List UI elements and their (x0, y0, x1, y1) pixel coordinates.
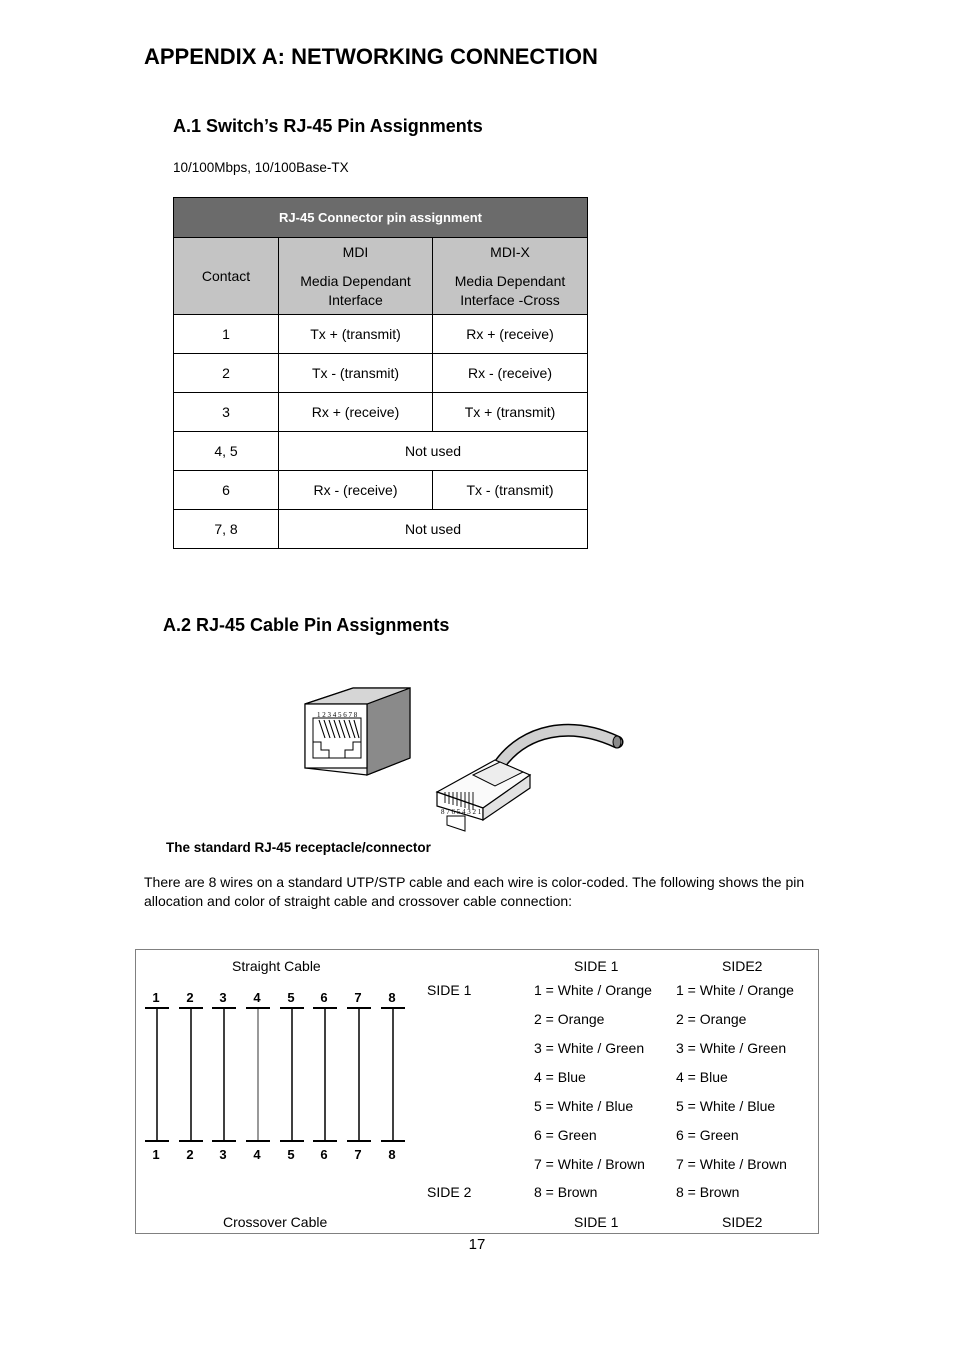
pin-number-bottom: 3 (219, 1147, 227, 1162)
side1-color-item: 1 = White / Orange (534, 982, 652, 998)
table-row (174, 315, 588, 354)
cell-mdi: Rx - (receive) (279, 471, 433, 510)
table-row (174, 393, 588, 432)
pin-assignment-table (173, 197, 588, 549)
rj45-receptacle (305, 688, 410, 775)
rj45-plug (437, 730, 621, 831)
footer-side1-label: SIDE 1 (574, 1214, 619, 1230)
header-mdi (279, 238, 433, 315)
pin-number-top: 8 (388, 990, 396, 1005)
header-mdix-label: MDI-X (490, 243, 530, 260)
side2-color-item: 8 = Brown (676, 1184, 740, 1200)
header-mdi-desc-1: Media Dependant (300, 272, 411, 289)
pin-number-top: 7 (354, 990, 362, 1005)
page-title: APPENDIX A: NETWORKING CONNECTION (144, 44, 598, 69)
cell-mdi: Tx - (transmit) (279, 354, 433, 393)
side2-color-item: 3 = White / Green (676, 1040, 787, 1056)
pin-number-bottom: 1 (152, 1147, 160, 1162)
header-mdi-desc-2: Interface (328, 291, 383, 308)
cell-mdix: Rx + (receive) (433, 315, 588, 354)
cell-mdix: Tx + (transmit) (433, 393, 588, 432)
header-mdix-desc-2: Interface -Cross (460, 291, 560, 308)
side2-color-item: 4 = Blue (676, 1069, 728, 1085)
cell-mdix: Tx - (transmit) (433, 471, 588, 510)
side2-color-item: 1 = White / Orange (676, 982, 794, 998)
pin-number-top: 2 (186, 990, 194, 1005)
pin-number-top: 4 (253, 990, 261, 1005)
pin-number-top: 6 (320, 990, 328, 1005)
pin-number-bottom: 8 (388, 1147, 396, 1162)
side2-color-item: 6 = Green (676, 1127, 739, 1143)
header-mdi-label: MDI (342, 243, 369, 260)
side1-color-item: 7 = White / Brown (534, 1156, 645, 1172)
footer-side2-label: SIDE2 (722, 1214, 763, 1230)
side1-color-item: 5 = White / Blue (534, 1098, 634, 1114)
cell-mdi: Tx + (transmit) (279, 315, 433, 354)
side2-color-item: 7 = White / Brown (676, 1156, 787, 1172)
pin-number-bottom: 6 (320, 1147, 328, 1162)
plug-pin-numbers: 8 7 6 5 4 3 2 1 (441, 808, 482, 816)
cell-not-used: Not used (279, 510, 588, 549)
pin-number-top: 5 (287, 990, 295, 1005)
cell-mdi: Rx + (receive) (279, 393, 433, 432)
column-side2-header: SIDE2 (722, 958, 763, 974)
side1-color-item: 2 = Orange (534, 1011, 605, 1027)
cell-contact: 4, 5 (174, 432, 279, 471)
header-mdix (433, 238, 588, 315)
header-mdix-desc-1: Media Dependant (454, 272, 566, 289)
table-row (174, 354, 588, 393)
side1-color-item: 6 = Green (534, 1127, 597, 1143)
table-row (174, 471, 588, 510)
pin-number-bottom: 2 (186, 1147, 194, 1162)
header-contact: Contact (174, 238, 279, 315)
cell-contact: 7, 8 (174, 510, 279, 549)
table-row (174, 510, 588, 549)
side1-color-item: 3 = White / Green (534, 1040, 645, 1056)
table-caption: RJ-45 Connector pin assignment (174, 198, 588, 238)
page-number: 17 (468, 1236, 486, 1253)
side2-row-label: SIDE 2 (427, 1184, 472, 1200)
cell-contact: 6 (174, 471, 279, 510)
pin-number-bottom: 5 (287, 1147, 295, 1162)
table-row (174, 432, 588, 471)
table-header-row (174, 238, 588, 315)
cell-contact: 3 (174, 393, 279, 432)
crossover-cable-label: Crossover Cable (223, 1214, 328, 1230)
cell-not-used: Not used (279, 432, 588, 471)
receptacle-pin-numbers: 1 2 3 4 5 6 7 8 (317, 711, 358, 719)
side2-color-item: 2 = Orange (676, 1011, 747, 1027)
figure-caption: The standard RJ-45 receptacle/connector (166, 840, 431, 855)
pin-number-bottom: 7 (354, 1147, 362, 1162)
cell-mdix: Rx - (receive) (433, 354, 588, 393)
side1-row-label: SIDE 1 (427, 982, 472, 998)
pin-number-top: 3 (219, 990, 227, 1005)
column-side1-header: SIDE 1 (574, 958, 619, 974)
cable-paragraph: There are 8 wires on a standard UTP/STP cable and each wire is color-coded. The following shows the pin allocation and color of straight cable and crossover cable connection: (144, 874, 805, 909)
side1-color-item: 4 = Blue (534, 1069, 586, 1085)
pin-number-bottom: 4 (253, 1147, 261, 1162)
rj45-illustration (295, 680, 630, 835)
section-heading-cable-pin-assignments: A.2 RJ-45 Cable Pin Assignments (163, 615, 450, 635)
side1-color-item: 8 = Brown (534, 1184, 598, 1200)
cell-contact: 1 (174, 315, 279, 354)
pin-number-top: 1 (152, 990, 160, 1005)
cell-contact: 2 (174, 354, 279, 393)
section-heading-pin-assignments: A.1 Switch’s RJ-45 Pin Assignments (173, 116, 483, 136)
cable-pin-box (135, 949, 819, 1234)
straight-cable-label: Straight Cable (232, 958, 321, 974)
section-subtitle: 10/100Mbps, 10/100Base-TX (173, 160, 349, 175)
side2-color-item: 5 = White / Blue (676, 1098, 776, 1114)
